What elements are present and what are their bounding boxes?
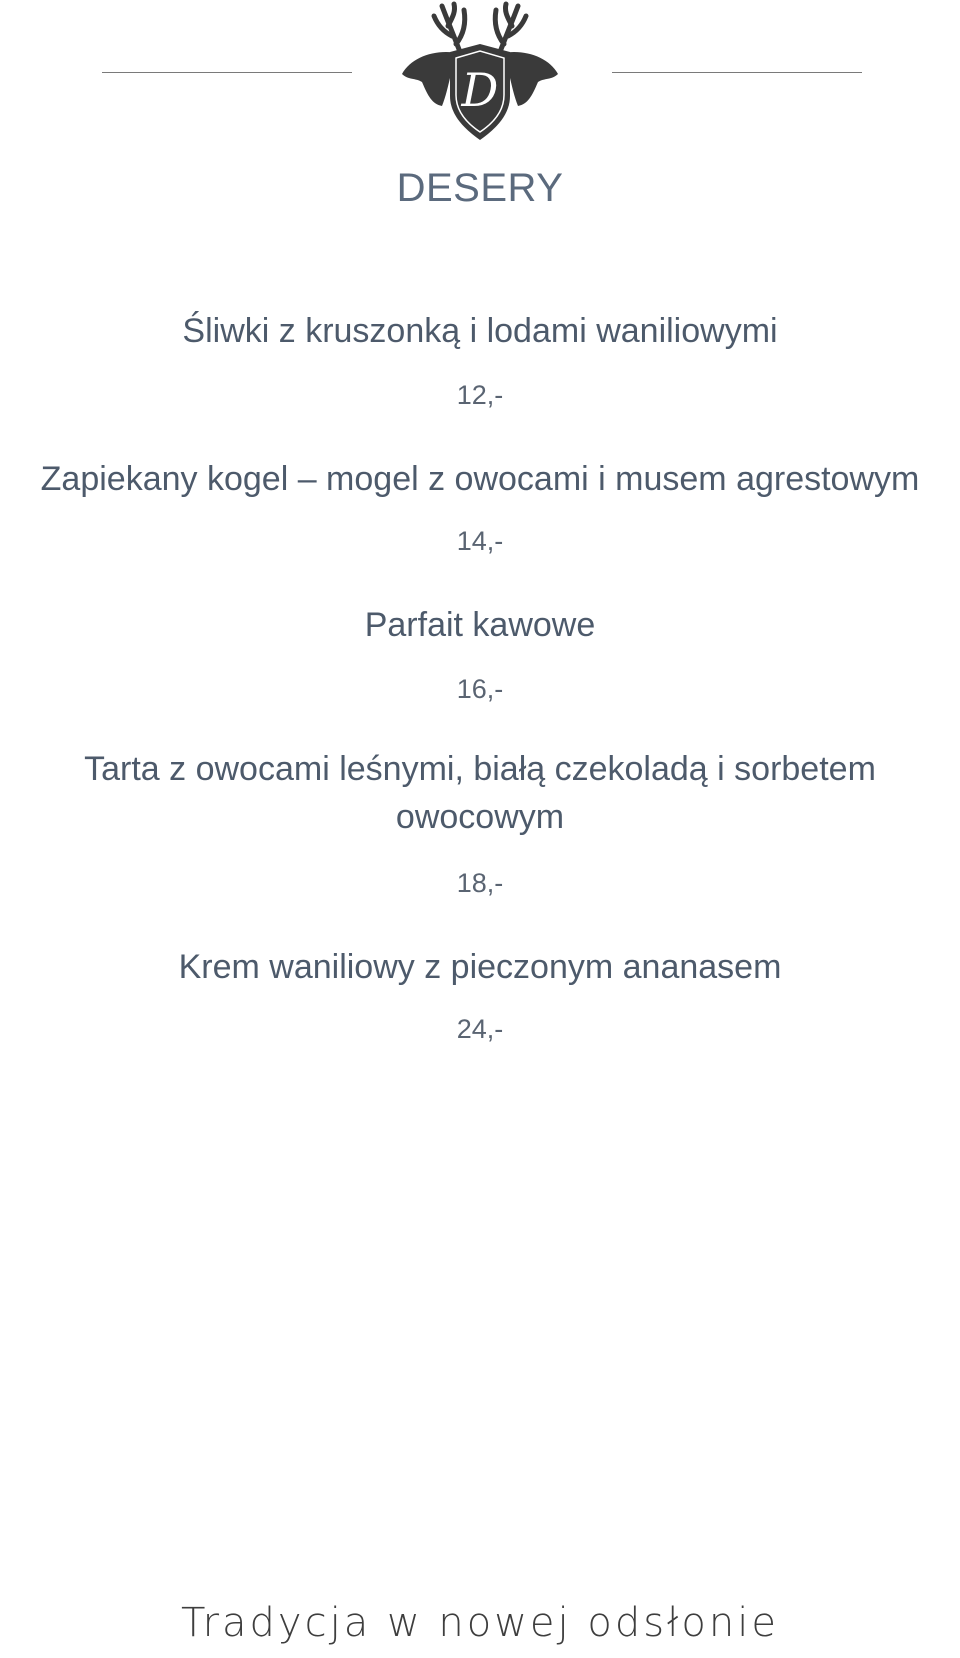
- section-title: DESERY: [396, 166, 564, 210]
- menu-item-name: Parfait kawowe: [364, 606, 596, 644]
- menu-item-name-line2: owocowym: [395, 798, 565, 836]
- menu-item-price: 16,-: [456, 674, 504, 704]
- menu-item-name: Śliwki z kruszonką i lodami waniliowymi: [182, 312, 778, 350]
- deer-crest-icon: [398, 0, 562, 142]
- menu-item-price: 12,-: [456, 380, 504, 410]
- menu-item-price: 24,-: [456, 1014, 504, 1044]
- menu-item-name-line1: Tarta z owocami leśnymi, białą czekoladą i sorbetem: [84, 750, 876, 788]
- logo-letter: D: [461, 63, 499, 117]
- menu-item-name: Krem waniliowy z pieczonym ananasem: [178, 948, 782, 986]
- menu-item-name: Zapiekany kogel – mogel z owocami i musem agrestowym: [40, 460, 920, 498]
- restaurant-logo: [398, 0, 562, 142]
- menu-item-price: 18,-: [456, 868, 504, 898]
- header-divider-right: [612, 72, 862, 73]
- footer-tagline: Tradycja w nowej odsłonie: [181, 1600, 779, 1646]
- header-divider-left: [102, 72, 352, 73]
- menu-item-price: 14,-: [456, 526, 504, 556]
